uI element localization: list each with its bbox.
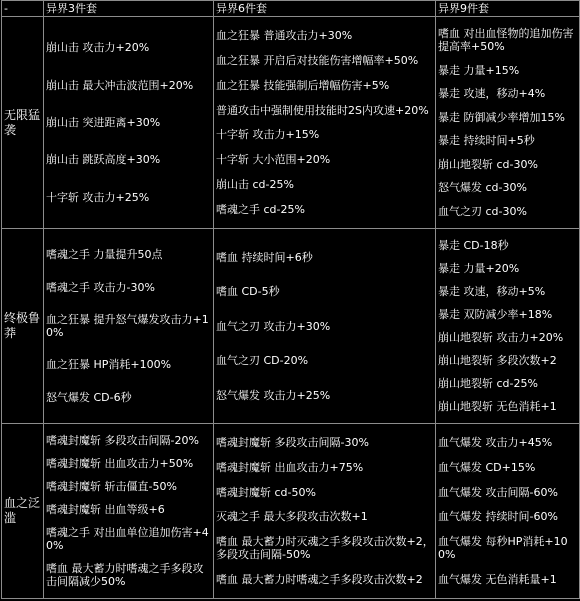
- effect-line: 十字斩 攻击力+25%: [46, 190, 150, 204]
- effect-line: 崩山击 攻击力+20%: [46, 41, 150, 55]
- effect-line: 灭魂之手 最大多段攻击次数+1: [216, 510, 368, 524]
- effect-list: [438, 424, 579, 598]
- set9-cell: [436, 17, 580, 229]
- effect-line: 嗜魂封魔斩 多段攻击间隔-30%: [216, 435, 369, 449]
- header-cell-set: -: [2, 1, 44, 17]
- set3-cell: [44, 424, 214, 599]
- effect-line: 十字斩 大小范围+20%: [216, 153, 331, 167]
- effect-line: 嗜魂之手 力量提升50点: [46, 248, 163, 262]
- effect-line: 血气之刃 攻击力+30%: [216, 319, 331, 333]
- set3-cell: [44, 229, 214, 424]
- header-row: [2, 1, 580, 17]
- effect-line: 血之狂暴 提升怒气爆发攻击力+10%: [46, 312, 209, 339]
- effect-line: 血之狂暴 开启后对技能伤害增幅率+50%: [216, 53, 419, 67]
- header-cell-9piece: 异界9件套: [436, 1, 580, 17]
- header-cell-6piece: 异界6件套: [214, 1, 436, 17]
- effect-line: 血之狂暴 HP消耗+100%: [46, 358, 172, 372]
- effect-line: 崩山击 跳跃高度+30%: [46, 153, 161, 167]
- effect-line: 怒气爆发 攻击力+25%: [216, 388, 331, 402]
- effect-list: [46, 229, 213, 423]
- effect-line: 嗜魂之手 对出血单位追加伤害+40%: [46, 526, 209, 552]
- effect-line: 嗜魂封魔斩 cd-50%: [216, 485, 316, 499]
- effect-line: 暴走 CD-18秒: [438, 239, 509, 252]
- effect-line: 怒气爆发 CD-6秒: [46, 390, 132, 404]
- set6-cell: [214, 229, 436, 424]
- effect-list: [438, 229, 579, 423]
- effect-line: 血气爆发 CD+15%: [438, 460, 536, 474]
- set9-cell: [436, 424, 580, 599]
- effect-line: 嗜血 最大蓄力时嗜魂之手多段攻击间隔减少50%: [46, 562, 204, 588]
- effect-line: 嗜血 持续时间+6秒: [216, 250, 313, 264]
- effect-list: [438, 17, 579, 228]
- effect-line: 嗜魂之手 攻击力-30%: [46, 280, 155, 294]
- effect-line: 暴走 防御减少率增加15%: [438, 110, 565, 124]
- effect-line: 血气爆发 无色消耗量+1: [438, 573, 557, 587]
- effect-line: 十字斩 攻击力+15%: [216, 128, 320, 142]
- effect-line: 崩山地裂斩 攻击力+20%: [438, 331, 564, 344]
- set6-cell: [214, 424, 436, 599]
- set9-cell: [436, 229, 580, 424]
- effect-line: 崩山击 cd-25%: [216, 178, 294, 192]
- effect-list: [46, 424, 213, 598]
- effect-line: 怒气爆发 cd-30%: [438, 181, 527, 195]
- header-cell-3piece: 异界3件套: [44, 1, 214, 17]
- effect-list: [46, 17, 213, 228]
- effect-line: 血气之刃 cd-30%: [438, 204, 527, 218]
- effect-line: 暴走 力量+20%: [438, 262, 520, 275]
- set3-cell: [44, 17, 214, 229]
- effect-line: 嗜血 对出血怪物的追加伤害提高率+50%: [438, 27, 574, 54]
- effect-line: 崩山地裂斩 多段次数+2: [438, 354, 557, 367]
- effect-list: [216, 229, 435, 423]
- effect-line: 崩山击 最大冲击波范围+20%: [46, 78, 194, 92]
- effect-list: [216, 424, 435, 598]
- set-name-cell: 血之泛滥: [2, 424, 44, 599]
- effect-line: 血之狂暴 技能强制后增幅伤害+5%: [216, 78, 390, 92]
- effect-line: 血之狂暴 普通攻击力+30%: [216, 28, 353, 42]
- effect-line: 崩山击 突进距离+30%: [46, 115, 161, 129]
- effect-line: 暴走 力量+15%: [438, 63, 520, 77]
- table-row: [2, 229, 580, 424]
- effect-line: 暴走 持续时间+5秒: [438, 134, 535, 148]
- effect-line: 嗜血 最大蓄力时灭魂之手多段攻击次数+2，多段攻击间隔-50%: [216, 535, 434, 562]
- effect-line: 暴走 攻速，移动+5%: [438, 285, 546, 298]
- effect-line: 嗜血 最大蓄力时嗜魂之手多段攻击次数+2: [216, 573, 423, 587]
- effect-line: 血气爆发 攻击间隔-60%: [438, 485, 558, 499]
- effect-line: 崩山地裂斩 无色消耗+1: [438, 400, 557, 413]
- effect-line: 嗜魂封魔斩 多段攻击间隔-20%: [46, 434, 199, 447]
- effect-line: 血气之刃 CD-20%: [216, 354, 309, 367]
- table-row: [2, 424, 580, 599]
- set6-cell: [214, 17, 436, 229]
- effect-line: 嗜血 CD-5秒: [216, 285, 280, 298]
- effect-line: 血气爆发 持续时间-60%: [438, 510, 558, 524]
- table-row: [2, 17, 580, 229]
- effect-line: 血气爆发 攻击力+45%: [438, 435, 553, 449]
- effect-line: 嗜魂封魔斩 出血攻击力+50%: [46, 457, 194, 470]
- set-name-cell: 终极鲁莽: [2, 229, 44, 424]
- effect-line: 嗜魂封魔斩 出血等级+6: [46, 503, 165, 516]
- effect-line: 暴走 双防减少率+18%: [438, 308, 553, 321]
- effect-line: 崩山地裂斩 cd-30%: [438, 157, 538, 171]
- effect-list: [216, 17, 435, 228]
- effect-line: 嗜魂封魔斩 出血攻击力+75%: [216, 460, 364, 474]
- effect-line: 普通攻击中强制使用技能时2S内攻速+20%: [216, 103, 429, 117]
- set-name-cell: 无限猛袭: [2, 17, 44, 229]
- effect-line: 崩山地裂斩 cd-25%: [438, 377, 538, 390]
- effect-line: 暴走 攻速，移动+4%: [438, 87, 546, 101]
- effect-line: 嗜魂封魔斩 斩击僵直-50%: [46, 480, 177, 493]
- set-bonus-table: [1, 0, 580, 599]
- effect-line: 嗜魂之手 cd-25%: [216, 203, 305, 216]
- effect-line: 血气爆发 每秒HP消耗+100%: [438, 535, 568, 562]
